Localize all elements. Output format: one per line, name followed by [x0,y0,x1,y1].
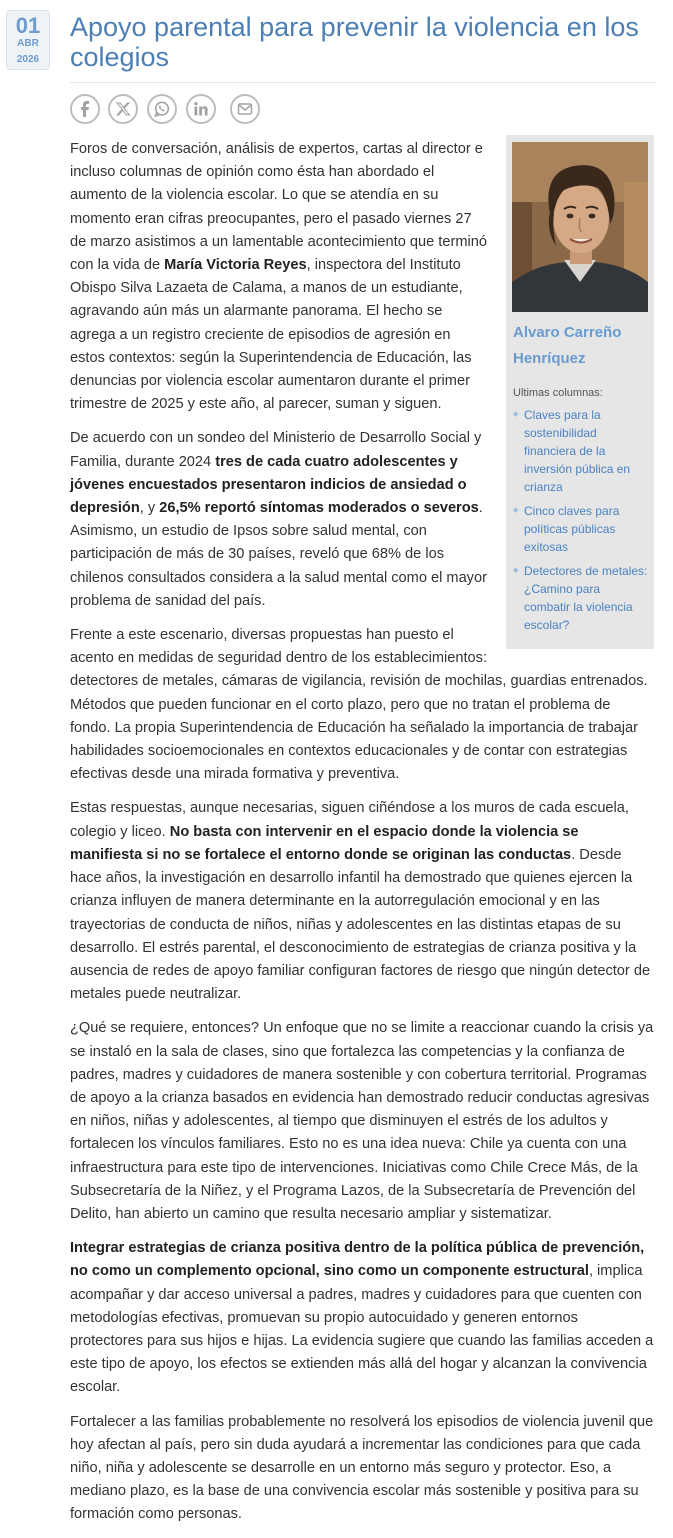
author-sidebar [506,135,654,649]
paragraph-7: Fortalecer a las familias probablemente no resolverá los episodios de violencia juvenil que hoy afectan al país, pero sin duda ayudará a incrementar las condiciones para que cada niño, niña y adolescente se desarrolle en un entorno más seguro y protector. Eso, a mediano plazo, es la base de una convivencia escolar más sostenible y positiva para su formación como personas. [70,1413,654,1523]
paragraph-3: Frente a este escenario, diversas propuestas han puesto el acento en medidas de seguridad dentro de los establecimientos: detectores de metales, cámaras de vigilancia, revisión de mochilas, guardias entrenados. Métodos que pueden funcionar en el corto plazo, pero que no tratan el problema de fondo. La propia Superintendencia de Educación ha señalado la importancia de trabajar habilidades socioemocionales en contextos educacionales y de contar con estrategias efectivas desde una mirada formativa y preventiva. [70,627,648,783]
date-year: 2026 [16,54,40,65]
whatsapp-icon[interactable] [147,94,177,124]
paragraph-2: De acuerdo con un sondeo del Ministerio de Desarrollo Social y Familia, durante 2024 tres de cada cuatro adolescentes y jóvenes encuestados presentaron indicios de ansiedad o depresión, y 26,5% reportó síntomas moderados o severos. Asimismo, un estudio de Ipsos sobre salud mental, con participación de más de 30 países, reveló que 68% de los chilenos consultados considera a la salud mental como el mayor problema de sanidad del país. [70,430,487,609]
date-day: 01 [15,13,41,38]
author-first-name[interactable]: Alvaro Carreño [513,324,622,341]
paragraph-1: Foros de conversación, análisis de expertos, cartas al director e incluso columnas de opinión como ésta han abordado el aumento de la violencia escolar. Lo que se atendía en su momento eran cifras preocupantes, pero el pasado viernes 27 de marzo asistimos a un lamentable acontecimiento que terminó con la vida de María Victoria Reyes, inspectora del Instituto Obispo Silva Lazaeta de Calama, a manos de un estudiante, agravando aún más un alarmante panorama. El hecho se agrega a un registro creciente de episodios de agresión en estos contextos: según la Superintendencia de Educación, las denuncias por violencia escolar aumentaron durante el primer trimestre de 2025 y este año, al parecer, suman y siguen. [70,141,487,413]
list-item [513,562,648,634]
facebook-icon[interactable] [70,94,100,124]
paragraph-4: Estas respuestas, aunque necesarias, siguen ciñéndose a los muros de cada escuela, colegio y liceo. No basta con intervenir en el espacio donde la violencia se manifiesta si no se fortalece el entorno donde se originan las conductas. Desde hace años, la investigación en desarrollo infantil ha demostrado que quienes ejercen la crianza influyen de manera determinante en la autorregulación emocional y en las trayectorias de conducta de niños, niñas y adolescentes en las distintas etapas de su desarrollo. El estrés parental, el desconocimiento de estrategias de crianza positiva y la ausencia de redes de apoyo familiar configuran factores de riesgo que ningún detector de metales puede neutralizar. [70,800,651,1003]
publish-date [6,10,50,70]
last-columns-label: Ultimas columnas: [513,387,603,399]
paragraph-5: ¿Qué se requiere, entonces? Un enfoque que no se limite a reaccionar cuando la crisis ya se instaló en la sala de clases, sino que fortalezca las competencias y la confianza de padres, madres y cuidadores de manera sostenible y con cobertura territorial. Programas de apoyo a la crianza basados en evidencia han demostrado reducir conductas agresivas en niños, niñas y adolescentes, al tiempo que disminuyen el estrés de los adultos y fortalecen los vínculos familiares. Esto no es una idea nueva: Chile ya cuenta con una infraestructura para este tipo de intervenciones. Iniciativas como Chile Crece Más, de la Subsecretaría de la Niñez, y el Programa Lazos, de la Subsecretaría de Prevención del Delito, han abierto un camino que resulta necesario ampliar y sistematizar. [70,1020,654,1222]
column-link[interactable]: ◆ Cinco claves para políticas públicas exitosas [524,504,620,554]
author-last-name[interactable]: Henríquez [513,350,586,367]
list-item [513,502,648,556]
linkedin-icon[interactable] [186,94,216,124]
date-month: ABR [17,38,39,49]
x-icon[interactable] [108,94,138,124]
list-item [513,406,648,496]
email-icon[interactable] [230,94,260,124]
article-title: Apoyo parental para prevenir la violencia en los colegios [70,12,639,72]
title-divider [70,82,656,83]
column-link[interactable]: ◆ Claves para la sostenibilidad financiera de la inversión pública en crianza [524,408,631,494]
article-body [70,138,654,1538]
author-name[interactable] [513,320,647,372]
column-link[interactable]: ◆ Detectores de metales: ¿Camino para combatir la violencia escolar? [524,564,648,632]
author-photo [512,142,648,312]
paragraph-6: Integrar estrategias de crianza positiva dentro de la política pública de prevención, no como un complemento opcional, sino como un componente estructural, implica acompañar y dar acceso universal a padres, madres y cuidadores para que cuenten con metodologías efectivas, promuevan su propio autocuidado y generen entornos protectores para sus hijos e hijas. La evidencia sugiere que cuando las familias acceden a este tipo de apoyo, los efectos se extienden más allá del hogar y alcanzan la convivencia escolar. [70,1240,654,1396]
last-columns-list [506,406,654,634]
